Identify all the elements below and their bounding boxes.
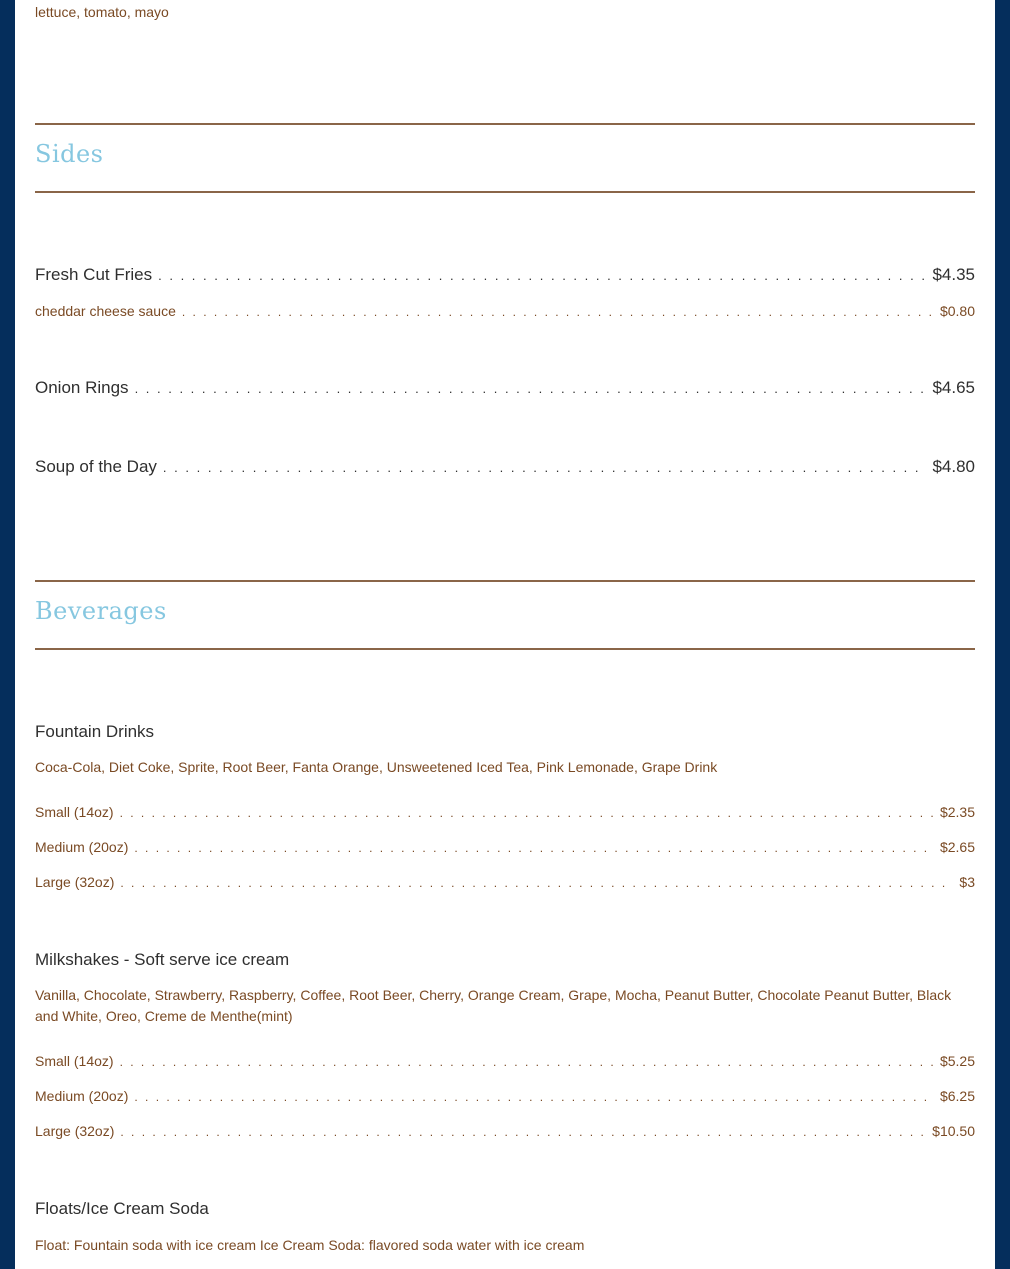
dot-leader	[163, 460, 927, 475]
section-divider-top	[35, 123, 975, 125]
menu-item-soup	[35, 457, 975, 477]
item-title-fountain-drinks: Fountain Drinks	[35, 722, 155, 741]
size-option-small	[35, 1053, 975, 1069]
size-name: Medium (20oz)	[35, 1088, 129, 1104]
dot-leader	[120, 806, 934, 820]
item-description: Vanilla, Chocolate, Strawberry, Raspberry, Coffee, Root Beer, Cherry, Orange Cream, Grape, Mocha, Peanut Butter, Chocolate Peanut Butter, Black and White, Oreo, Creme de Menthe(mint)	[35, 987, 952, 1024]
size-price: $5.25	[939, 1053, 975, 1069]
dot-leader	[134, 1090, 934, 1104]
size-price: $3	[959, 874, 975, 890]
dot-leader	[120, 1055, 934, 1069]
size-price: $10.50	[932, 1123, 975, 1139]
size-option-small	[35, 804, 975, 820]
size-price: $2.65	[939, 839, 975, 855]
dot-leader	[158, 268, 926, 283]
size-name: Small (14oz)	[35, 1053, 114, 1069]
size-option-large	[35, 874, 975, 890]
menu-page	[15, 0, 995, 1269]
item-title-floats: Floats/Ice Cream Soda	[35, 1199, 209, 1218]
dot-leader	[120, 1125, 926, 1139]
section-divider-bottom	[35, 191, 975, 193]
size-name: Large (32oz)	[35, 874, 115, 890]
menu-item-onion-rings	[35, 378, 975, 398]
menu-addon-cheese	[35, 303, 975, 319]
previous-item-description: lettuce, tomato, mayo	[35, 4, 169, 20]
size-option-medium	[35, 839, 975, 855]
size-option-large	[35, 1123, 975, 1139]
item-description: Coca-Cola, Diet Coke, Sprite, Root Beer, Fanta Orange, Unsweetened Iced Tea, Pink Lemonade, Grape Drink	[35, 759, 718, 775]
size-price: $6.25	[939, 1088, 975, 1104]
size-option-medium	[35, 1088, 975, 1104]
section-title-beverages: Beverages	[35, 597, 167, 625]
menu-item-fries	[35, 265, 975, 285]
section-title-sides: Sides	[35, 140, 104, 168]
dot-leader	[135, 381, 927, 396]
item-title-milkshakes: Milkshakes - Soft serve ice cream	[35, 950, 290, 969]
dot-leader	[120, 876, 953, 890]
section-divider-top	[35, 580, 975, 582]
dot-leader	[134, 841, 934, 855]
dot-leader	[182, 305, 934, 319]
item-price: $4.65	[932, 378, 975, 397]
addon-name: cheddar cheese sauce	[35, 303, 176, 319]
item-name: Onion Rings	[35, 378, 129, 397]
addon-price: $0.80	[939, 303, 975, 319]
size-name: Small (14oz)	[35, 804, 114, 820]
item-description: Float: Fountain soda with ice cream Ice Cream Soda: flavored soda water with ice cream	[35, 1237, 585, 1253]
item-name: Soup of the Day	[35, 457, 157, 476]
size-name: Medium (20oz)	[35, 839, 129, 855]
item-price: $4.35	[932, 265, 975, 284]
section-divider-bottom	[35, 648, 975, 650]
size-price: $2.35	[939, 804, 975, 820]
item-price: $4.80	[932, 457, 975, 476]
size-name: Large (32oz)	[35, 1123, 115, 1139]
item-name: Fresh Cut Fries	[35, 265, 153, 284]
